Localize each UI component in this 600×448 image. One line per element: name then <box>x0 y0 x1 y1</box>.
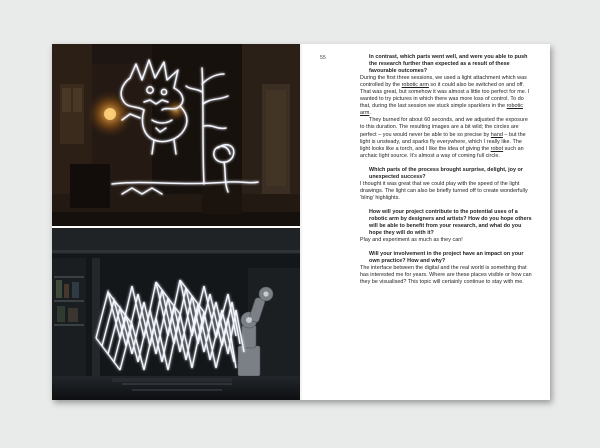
qa-block-3 <box>360 209 532 244</box>
robotic-arm-link[interactable]: robotic arm <box>401 82 429 89</box>
answer-text: The interface between the digital and the real world is something that has interested me for years. Where are these places visible or how can they be visualised? This topic will certainly continue to stay with me. <box>360 265 532 286</box>
page-number: 55 <box>320 55 326 61</box>
photo-creature-image <box>52 44 300 226</box>
light-drawing-photo-waves <box>52 228 300 400</box>
answer-text: Play and experiment as much as they can! <box>360 237 463 244</box>
answer <box>360 237 532 244</box>
answer-text: I thought it was great that we could play with the speed of the light drawings. The light can also be briefly turned off to create wonderfully ‘bling’ highlights. <box>360 180 528 201</box>
qa-block-2 <box>360 167 532 202</box>
answer-text: so it could also be switched on and off. That was great, but somehow it was almost a little too perfect for me. I wanted to try pictures in which there was more loss of control. To do that, during the last session we stuck simple sparklers in the <box>360 82 530 110</box>
question: How will your project contribute to the potential uses of a robotic arm by designers and artists? How do you hope others will be able to benefit from your research, and what do you hope they will do with it? <box>369 208 532 237</box>
robot-link[interactable]: robot <box>490 145 504 152</box>
question: Will your involvement in the project have an impact on your own practice? How and why? <box>369 251 524 265</box>
answer-paragraph <box>360 181 532 202</box>
answer-paragraph <box>360 265 532 286</box>
qa-block-1 <box>360 54 532 160</box>
question: In contrast, which parts went well, and were you able to push the research further than expected as a result of these favourable outcomes? <box>369 54 528 75</box>
answer-paragraph <box>360 117 532 159</box>
answer-paragraph <box>360 75 532 117</box>
answer-text: such an archaic light source. It’s almost a way of coming full circle. <box>360 145 524 159</box>
answer-text: They burned for about 60 seconds, and we adjusted the exposure to this duration. The resulting images are a bit wild; the circles are perfect – you would never be able to be so precise by <box>360 117 528 138</box>
answer-text: . <box>369 110 371 117</box>
interview-text <box>360 54 532 286</box>
robotic-arm-link[interactable]: robotic arm <box>360 103 523 117</box>
book-spread <box>52 44 550 400</box>
question: Which parts of the process brought surprise, delight, joy or unexpected success? <box>369 166 523 180</box>
answer <box>360 265 532 286</box>
answer <box>360 181 532 202</box>
answer-text: – but the light is unsteady, and sparks fly everywhere, which I really like. The light looks like a torch, and I like the idea of giving the <box>360 131 526 152</box>
light-drawing-photo-creature <box>52 44 300 226</box>
left-page <box>52 44 300 400</box>
answer-text: During the first three sessions, we used a light attachment which was controlled by the <box>360 75 527 89</box>
qa-block-4 <box>360 251 532 286</box>
answer <box>360 75 532 160</box>
answer-paragraph <box>360 237 532 244</box>
right-page <box>302 44 550 400</box>
hand-link[interactable]: hand <box>490 131 503 138</box>
photo-waves-image <box>52 228 300 400</box>
